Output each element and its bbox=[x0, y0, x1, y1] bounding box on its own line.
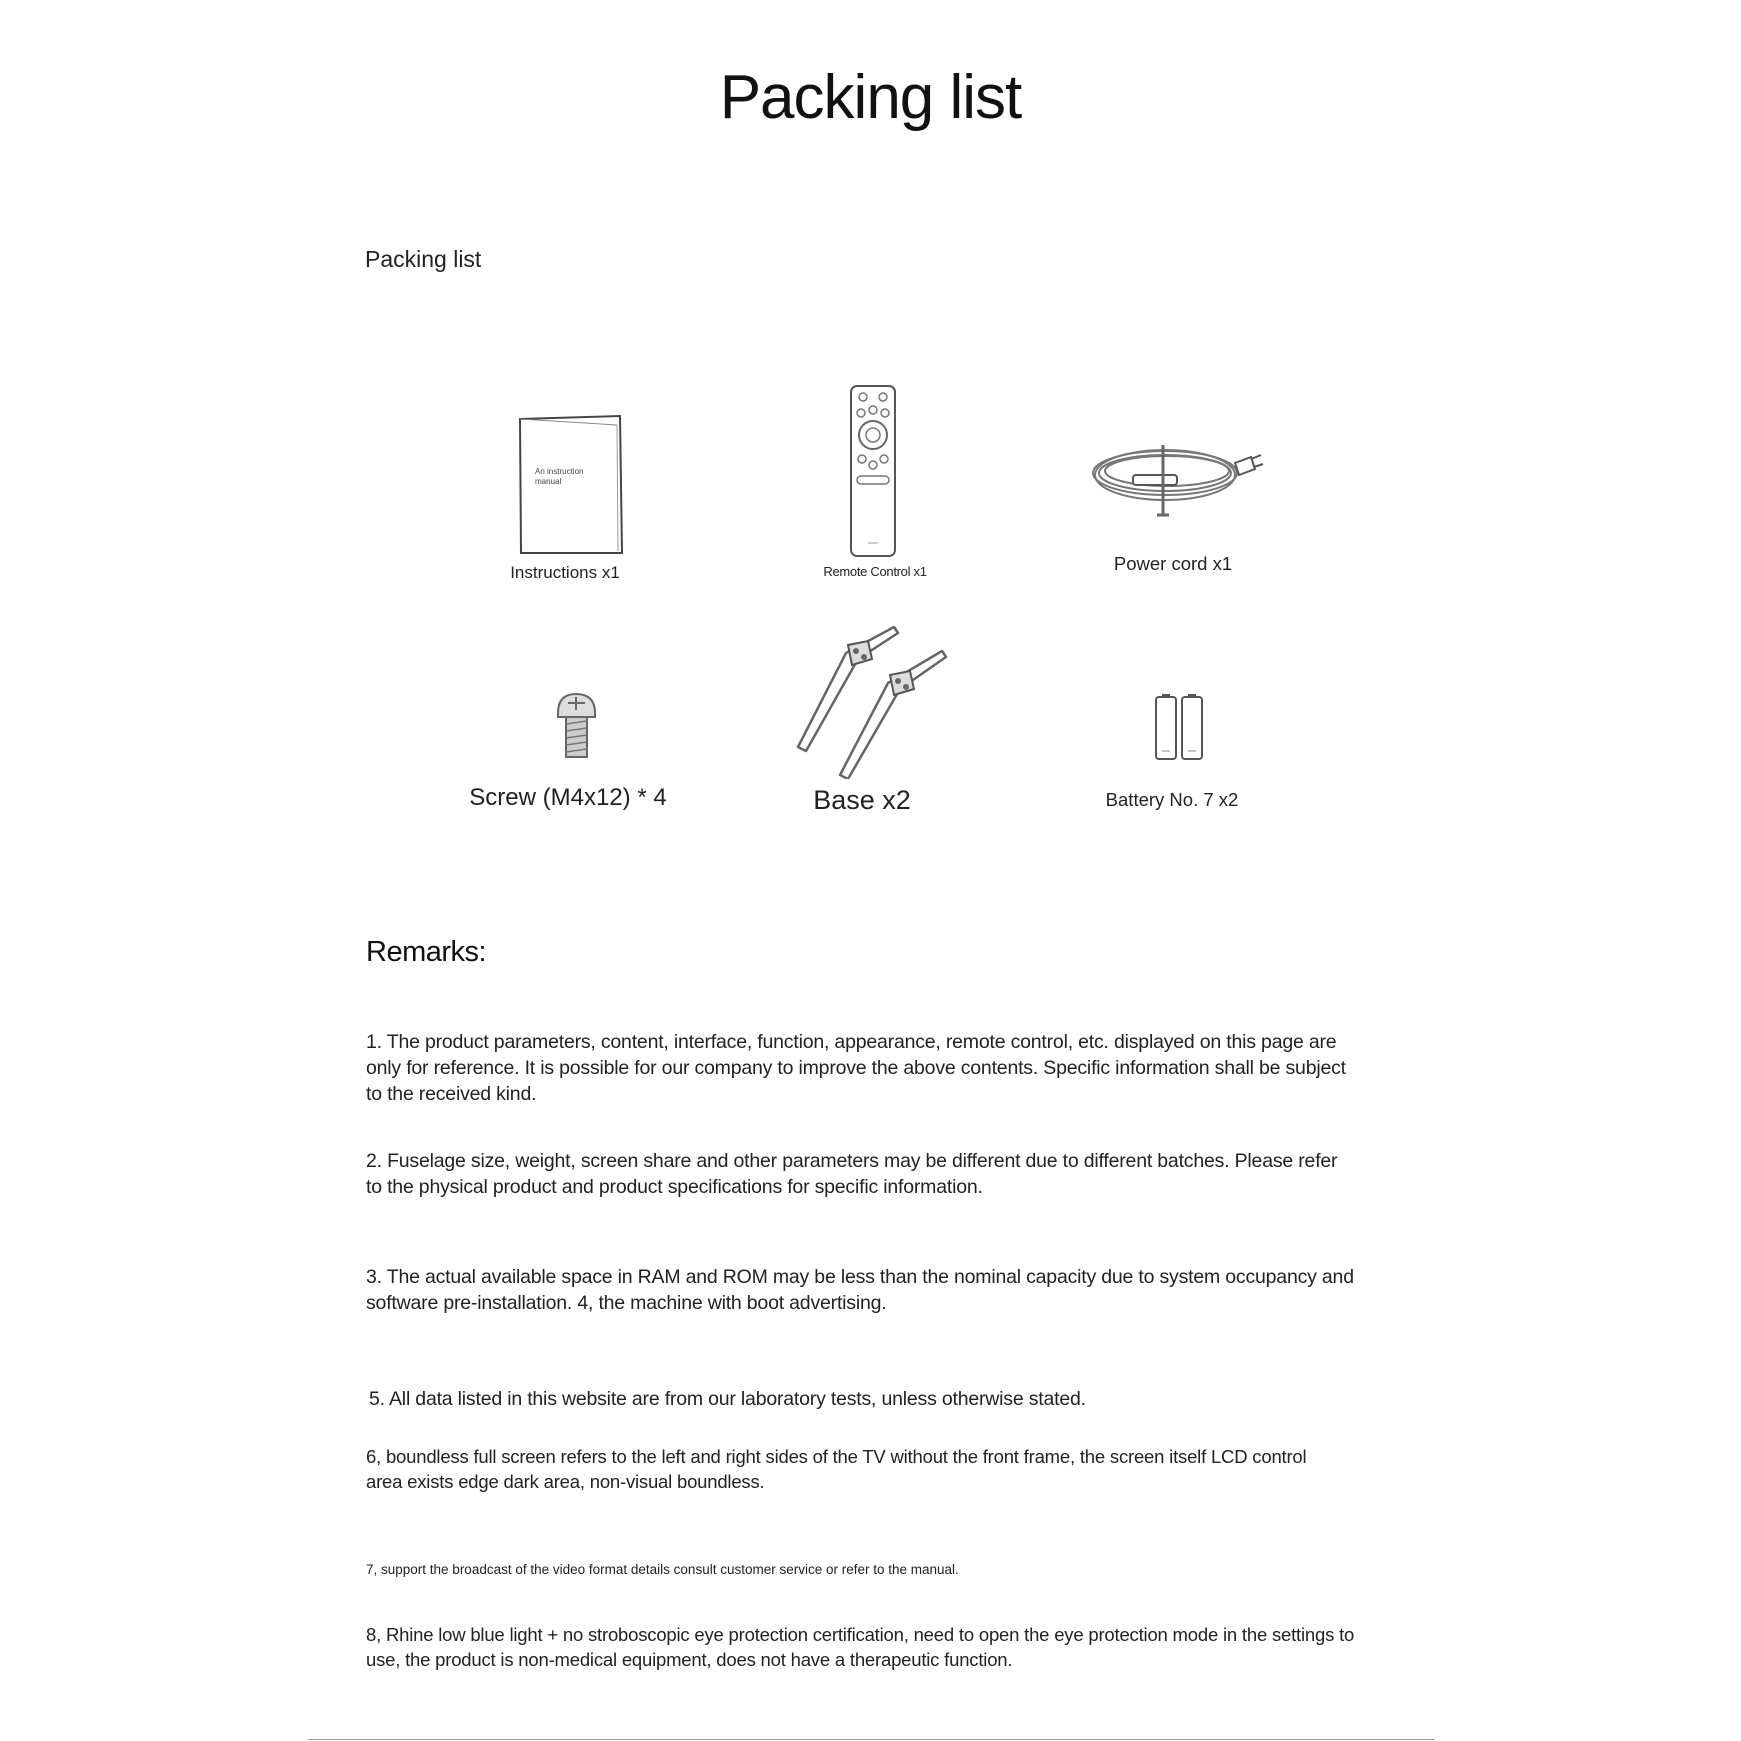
remark-item: 8, Rhine low blue light + no stroboscopic eye protection certification, need to open the eye protection mode in the settings to use, the product is non-medical equipment, does not have a therapeutic function. bbox=[366, 1624, 1355, 1670]
section-title: Packing list bbox=[365, 246, 482, 272]
remark-item: 3. The actual available space in RAM and ROM may be less than the nominal capacity due to system occupancy and software pre-installation. 4, the machine with boot advertising. bbox=[366, 1266, 1354, 1314]
item-label-screw: Screw (M4x12) * 4 bbox=[469, 784, 667, 811]
remark-item: 5. All data listed in this website are from our laboratory tests, unless otherwise stated. bbox=[369, 1388, 1086, 1410]
booklet-cover-text: An instruction manual bbox=[535, 467, 584, 486]
remarks-heading: Remarks: bbox=[366, 936, 487, 968]
item-label-instructions: Instructions x1 bbox=[510, 563, 620, 582]
item-label-base: Base x2 bbox=[813, 785, 911, 815]
battery-icon bbox=[1152, 693, 1208, 763]
screw-icon bbox=[554, 691, 599, 761]
remark-item: 1. The product parameters, content, interface, function, appearance, remote control, etc. displayed on this page are only for reference. It is possible for our company to improve the above contents. Specific information shall be subject to the received kind. bbox=[366, 1031, 1346, 1105]
remark-item: 6, boundless full screen refers to the left and right sides of the TV without the front frame, the screen itself LCD control area exists edge dark area, non-visual boundless. bbox=[366, 1446, 1307, 1492]
remark-item: 2. Fuselage size, weight, screen share and other parameters may be different due to different batches. Please refer to the physical product and product specifications for specific information. bbox=[366, 1150, 1338, 1198]
item-label-battery: Battery No. 7 x2 bbox=[1105, 789, 1239, 810]
stand-base-icon bbox=[796, 623, 948, 779]
remark-item: 7, support the broadcast of the video format details consult customer service or refer to the manual. bbox=[366, 1562, 959, 1577]
bottom-divider bbox=[308, 1739, 1434, 1740]
item-label-remote-control: Remote Control x1 bbox=[823, 564, 927, 579]
item-label-power-cord: Power cord x1 bbox=[1113, 553, 1233, 574]
remote-control-icon bbox=[846, 383, 900, 559]
power-cord-icon bbox=[1085, 435, 1265, 525]
page-title: Packing list bbox=[719, 63, 1022, 132]
